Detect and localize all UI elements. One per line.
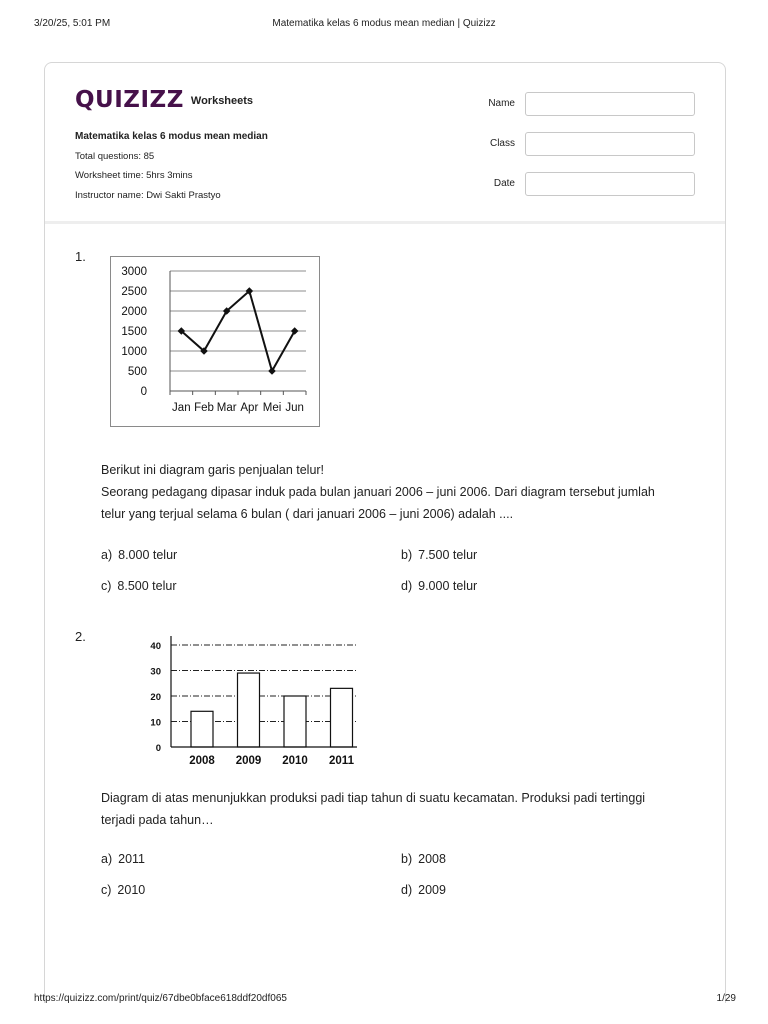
- option-d[interactable]: [401, 579, 477, 593]
- y-tick-label: 0: [140, 386, 147, 398]
- print-datetime: 3/20/25, 5:01 PM: [34, 18, 111, 29]
- bar: [191, 711, 213, 747]
- question-number: 2.: [75, 629, 86, 644]
- bar: [284, 696, 306, 747]
- bar: [238, 673, 260, 747]
- x-tick-label: 2010: [282, 755, 308, 767]
- egg-sales-line-chart: [110, 256, 322, 428]
- question-number: 1.: [75, 249, 86, 264]
- option-text: 9.000 telur: [418, 579, 478, 593]
- y-tick-label: 500: [127, 366, 147, 378]
- rice-production-bar-chart: [105, 633, 365, 778]
- option-letter: d): [401, 579, 413, 593]
- option-text: 8.500 telur: [117, 579, 177, 593]
- y-tick-label: 40: [150, 641, 161, 652]
- print-page-number: 1/29: [716, 993, 736, 1004]
- quizizz-logo: [75, 85, 253, 115]
- option-letter: b): [401, 548, 413, 562]
- name-label: Name: [488, 98, 515, 109]
- question-text-line: Diagram di atas menunjukkan produksi padi tiap tahun di suatu kecamatan. Produksi padi tertinggi: [101, 791, 646, 805]
- question-text-line: Berikut ini diagram garis penjualan telur!: [101, 463, 325, 477]
- class-label: Class: [489, 138, 515, 149]
- option-b[interactable]: [401, 548, 477, 562]
- option-text: 2010: [117, 883, 146, 897]
- name-field-row: [475, 92, 695, 116]
- option-text: 2009: [418, 883, 446, 897]
- y-tick-label: 20: [150, 692, 161, 703]
- class-field-row: [475, 132, 695, 156]
- x-tick-label: Mar: [216, 402, 237, 414]
- option-d[interactable]: [401, 883, 446, 897]
- option-c[interactable]: [101, 579, 177, 593]
- y-tick-label: 0: [155, 743, 161, 754]
- y-tick-label: 10: [150, 717, 161, 729]
- quiz-title: Matematika kelas 6 modus mean median: [75, 131, 268, 142]
- y-tick-label: 30: [150, 666, 161, 678]
- y-tick-label: 1000: [121, 346, 147, 358]
- question-2: [75, 629, 695, 919]
- instructor-name: Instructor name: Dwi Sakti Prastyo: [75, 189, 221, 201]
- option-text: 2008: [418, 852, 446, 866]
- option-letter: a): [101, 852, 113, 866]
- question-1: [75, 249, 695, 609]
- class-input[interactable]: [525, 132, 695, 156]
- y-tick-label: 3000: [121, 266, 147, 278]
- option-letter: c): [101, 883, 112, 897]
- option-c[interactable]: [101, 883, 145, 897]
- question-text: [101, 787, 691, 831]
- x-tick-label: 2009: [235, 755, 262, 767]
- worksheet-card: [44, 62, 726, 1003]
- date-label: Date: [493, 178, 515, 189]
- option-letter: b): [401, 852, 413, 866]
- total-questions: Total questions: 85: [75, 150, 155, 162]
- y-tick-label: 2500: [121, 286, 147, 298]
- bar: [331, 688, 353, 747]
- question-text-line: terjadi pada tahun…: [101, 813, 214, 827]
- x-tick-label: 2008: [189, 755, 215, 767]
- option-a[interactable]: [101, 852, 145, 866]
- x-tick-label: Apr: [240, 402, 259, 414]
- question-text: [101, 459, 691, 525]
- y-tick-label: 2000: [121, 306, 147, 318]
- option-a[interactable]: [101, 548, 177, 562]
- option-text: 2011: [118, 852, 146, 866]
- x-tick-label: Feb: [194, 402, 214, 414]
- name-input[interactable]: [525, 92, 695, 116]
- x-tick-label: Jun: [285, 402, 304, 414]
- x-tick-label: 2011: [329, 755, 354, 767]
- x-tick-label: Jan: [172, 402, 191, 414]
- y-tick-label: 1500: [121, 326, 147, 338]
- print-url: https://quizizz.com/print/quiz/67dbe0bface618ddf20df065: [34, 993, 287, 1004]
- worksheet-header: [45, 63, 725, 224]
- option-text: 7.500 telur: [418, 548, 478, 562]
- logo-wordmark: QUIZIZZ: [75, 87, 184, 113]
- option-letter: c): [101, 579, 112, 593]
- worksheet-time: Worksheet time: 5hrs 3mins: [75, 170, 193, 181]
- option-text: 8.000 telur: [118, 548, 178, 562]
- option-letter: a): [101, 548, 113, 562]
- date-input[interactable]: [525, 172, 695, 196]
- question-text-line: Seorang pedagang dipasar induk pada bulan januari 2006 – juni 2006. Dari diagram tersebut jumlah: [101, 485, 655, 499]
- date-field-row: [475, 172, 695, 196]
- logo-product: Worksheets: [190, 95, 254, 107]
- question-text-line: telur yang terjual selama 6 bulan ( dari januari 2006 – juni 2006) adalah ....: [101, 507, 514, 521]
- print-page-title: Matematika kelas 6 modus mean median | Quizizz: [272, 18, 496, 29]
- x-tick-label: Mei: [262, 402, 282, 414]
- quiz-info: [75, 127, 268, 205]
- option-b[interactable]: [401, 852, 446, 866]
- option-letter: d): [401, 883, 413, 897]
